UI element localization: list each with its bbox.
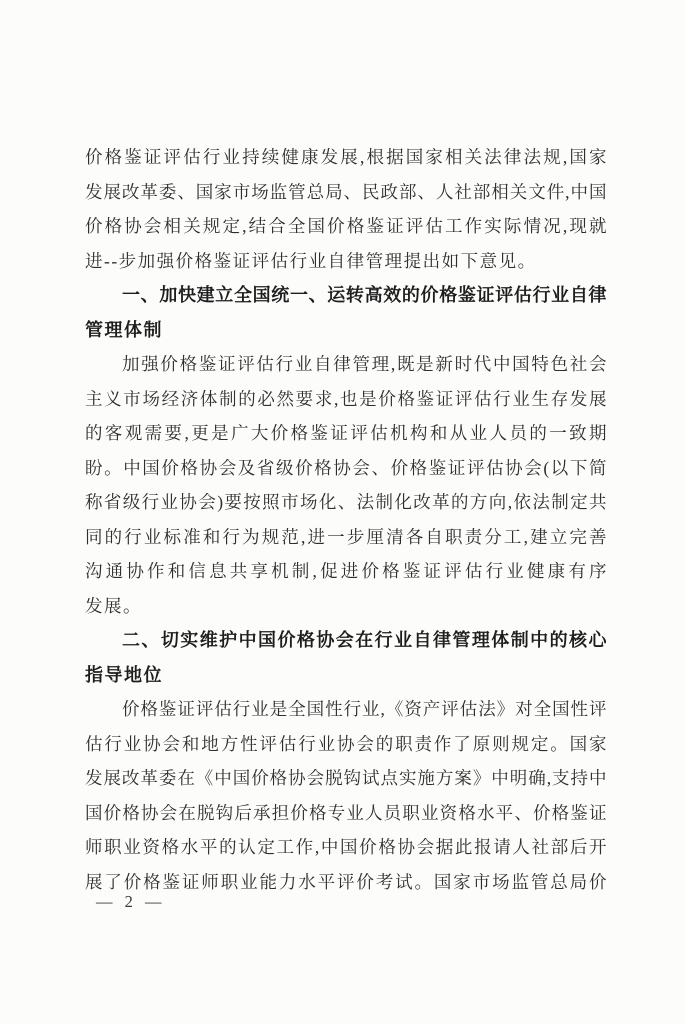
body-line: 同的行业标准和行为规范,进一步厘清各自职责分工,建立完善: [85, 526, 607, 547]
body-line: 价格协会相关规定,结合全国价格鉴证评估工作实际情况,现就: [85, 216, 607, 236]
body-line: 价格鉴证评估行业是全国性行业,《资产评估法》对全国性评: [122, 699, 607, 719]
body-line: 发展。: [85, 595, 142, 616]
body-line: 的客观需要,更是广大价格鉴证评估机构和从业人员的一致期: [85, 423, 607, 443]
body-line: 进--步加强价格鉴证评估行业自律管理提出如下意见。: [85, 250, 537, 271]
heading-line: 指导地位: [85, 664, 163, 685]
page-number: — 2 —: [96, 892, 166, 911]
heading-line: 一、加快建立全国统一、运转高效的价格鉴证评估行业自律: [122, 285, 607, 305]
body-line: 师职业资格水平的认定工作,中国价格协会据此报请人社部后开: [85, 837, 607, 857]
heading-line: 管理体制: [85, 319, 163, 340]
body-line: 价格鉴证评估行业持续健康发展,根据国家相关法律法规,国家: [85, 147, 607, 167]
body-line: 称省级行业协会)要按照市场化、法制化改革的方向,依法制定共: [85, 492, 607, 512]
body-line: 国价格协会在脱钩后承担价格专业人员职业资格水平、价格鉴证: [85, 802, 607, 823]
body-line: 展了价格鉴证师职业能力水平评价考试。国家市场监管总局价: [85, 871, 607, 892]
heading-line: 二、切实维护中国价格协会在行业自律管理体制中的核心: [122, 630, 607, 650]
body-line: 发展改革委、国家市场监管总局、民政部、人社部相关文件,中国: [85, 181, 607, 202]
body-line: 主义市场经济体制的必然要求,也是价格鉴证评估行业生存发展: [85, 388, 607, 409]
body-line: 加强价格鉴证评估行业自律管理,既是新时代中国特色社会: [122, 354, 607, 374]
document-body: [85, 140, 607, 899]
body-line: 估行业协会和地方性评估行业协会的职责作了原则规定。国家: [85, 733, 607, 754]
body-line: 发展改革委在《中国价格协会脱钩试点实施方案》中明确,支持中: [85, 768, 607, 788]
body-line: 沟通协作和信息共享机制,促进价格鉴证评估行业健康有序: [85, 561, 607, 581]
body-line: 盼。中国价格协会及省级价格协会、价格鉴证评估协会(以下简: [85, 457, 607, 478]
